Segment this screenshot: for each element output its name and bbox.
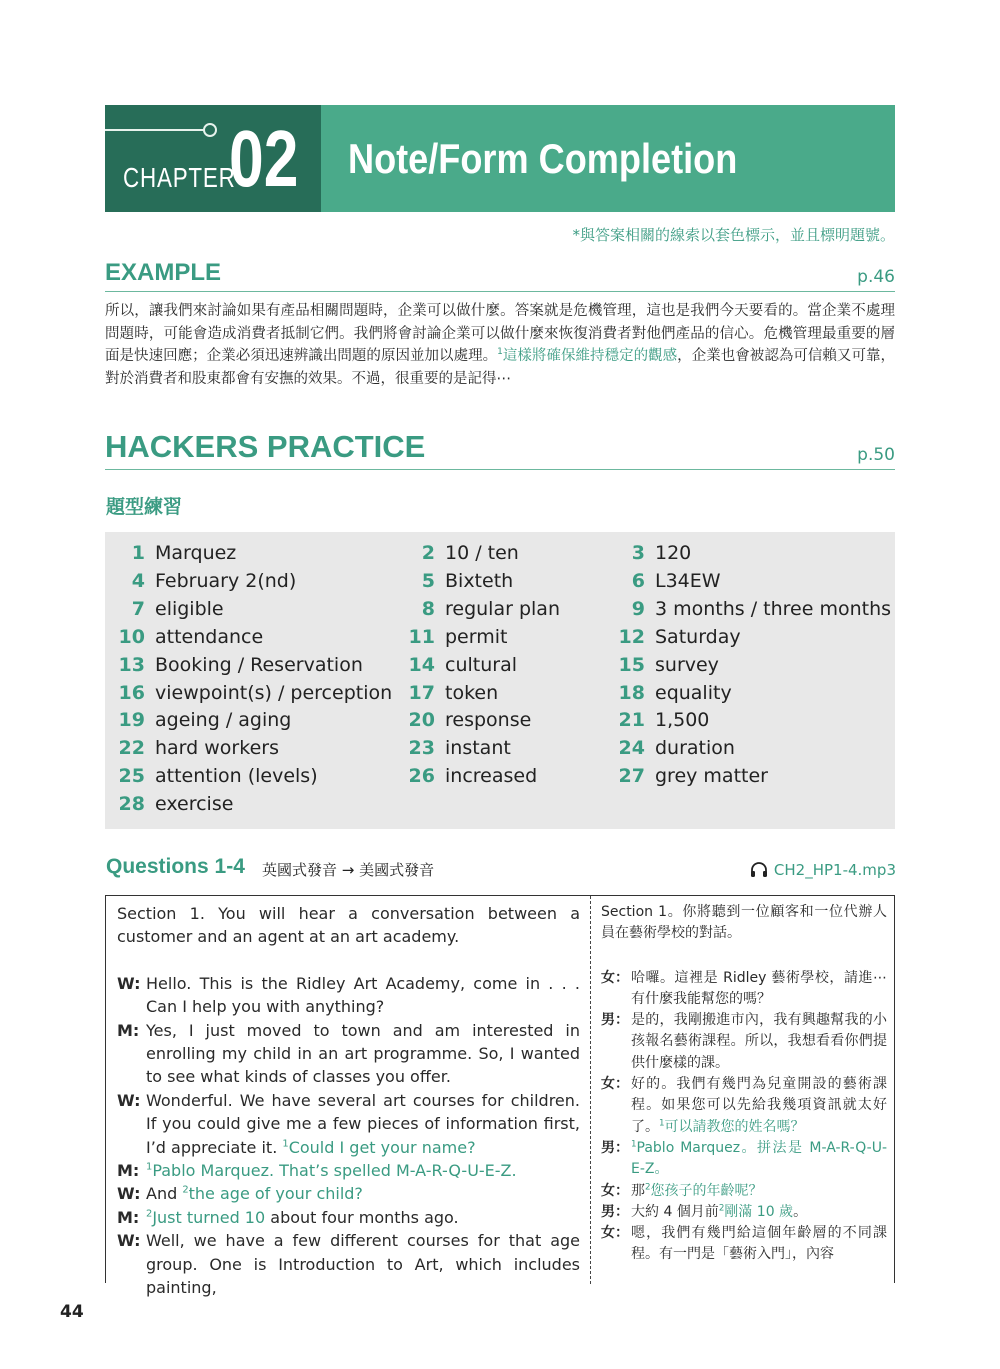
answer-text: regular plan [445, 597, 560, 620]
answer-item [105, 765, 318, 787]
chapter-label: CHAPTER [123, 162, 236, 193]
dialogue-text [146, 1089, 580, 1159]
dialogue-text [631, 1138, 887, 1181]
answer-text: permit [445, 625, 508, 648]
answer-item [605, 570, 721, 592]
answer-text: duration [655, 737, 735, 760]
plain-text: 是的，我剛搬進市內，我有興趣幫我的小孩報名藝術課程。所以，我想看看你們提供什麼樣的課。 [631, 1012, 887, 1071]
english-intro: Section 1. You will hear a conversation between a customer and an agent at an art academy. [117, 904, 580, 947]
clue-number: 1 [659, 1118, 665, 1129]
clue-number: 2 [146, 1208, 153, 1220]
answer-item [605, 765, 768, 787]
answer-text: Bixteth [445, 569, 514, 592]
example-heading: EXAMPLE [105, 259, 222, 286]
answer-text: Saturday [655, 625, 741, 648]
clue-text: Pablo Marquez。拼法是 M-A-R-Q-U-E-Z。 [631, 1139, 887, 1178]
answer-item [605, 598, 891, 620]
clue-text: 可以請教您的姓名嗎？ [664, 1118, 805, 1135]
practice-page-ref: p.50 [857, 445, 895, 465]
dialogue-text [631, 1223, 887, 1266]
answer-text: 120 [655, 542, 692, 564]
plain-text: 哈囉。這裡是 Ridley 藝術學校，請進⋯有什麼我能幫您的嗎？ [631, 969, 887, 1007]
headphones-icon [750, 862, 768, 878]
answer-item [105, 542, 236, 564]
clue-number: 1 [631, 1139, 637, 1150]
answer-number: 21 [618, 709, 645, 732]
english-transcript [117, 902, 580, 1300]
answer-item [605, 654, 719, 676]
answer-number: 16 [118, 681, 145, 704]
speaker-label: M: [117, 1207, 140, 1227]
answer-item [605, 682, 732, 704]
dialogue-text [146, 972, 580, 1019]
practice-heading: HACKERS PRACTICE [105, 429, 426, 464]
speaker-label: 女： [601, 1182, 629, 1199]
answer-number: 11 [408, 625, 435, 648]
clue-text: the age of your child? [188, 1184, 363, 1204]
answer-number: 13 [118, 653, 145, 676]
example-text-after: ，企業也會被認為可信賴又可靠，對於消費者和股東都會有安撫的效果。不過，很重要的是記得⋯ [105, 348, 896, 387]
answer-number: 25 [118, 765, 145, 788]
answer-item [105, 598, 224, 620]
plain-text: 嗯，我們有幾門給這個年齡層的不同課程。有一門是「藝術入門」，內容 [631, 1225, 887, 1263]
clue-text: Pablo Marquez. That’s spelled M-A-R-Q-U-E-Z. [152, 1161, 517, 1181]
audio-track [750, 861, 896, 879]
dialogue-text [146, 1159, 580, 1182]
dialogue-line [601, 1010, 887, 1074]
answer-number: 23 [408, 737, 435, 760]
answer-text: February 2(nd) [155, 569, 297, 592]
speaker-label: M: [117, 1020, 140, 1040]
speaker-label: W: [117, 1184, 141, 1204]
clue-text: 剛滿 10 歲 [724, 1203, 794, 1220]
answer-item [105, 626, 263, 648]
answer-item [105, 737, 279, 759]
answer-number: 1 [131, 542, 145, 564]
answer-number: 2 [421, 542, 435, 564]
answer-item [605, 737, 735, 759]
plain-text: about four months ago. [265, 1207, 459, 1227]
answer-number: 22 [118, 737, 145, 760]
clue-number: 1 [497, 347, 503, 358]
dialogue-text [631, 1010, 887, 1074]
chapter-banner [105, 105, 895, 212]
plain-text: 那 [631, 1182, 645, 1199]
answer-text: Marquez [155, 542, 237, 564]
answer-item [395, 737, 511, 759]
dialogue-text [146, 1206, 580, 1229]
plain-text: Hello. This is the Ridley Art Academy, come in . . . Can I help you with anything? [146, 973, 580, 1017]
answer-text: 3 months / three months [655, 597, 892, 620]
clue-number: 2 [718, 1203, 725, 1214]
answer-number: 28 [118, 793, 145, 816]
dialogue-text [631, 968, 887, 1011]
dialogue-text [631, 1074, 887, 1138]
answer-text: response [445, 709, 532, 732]
chapter-title: Note/Form Completion [348, 135, 738, 182]
chinese-intro: Section 1。你將聽到一位顧客和一位代辦人員在藝術學校的對話。 [601, 904, 887, 942]
answer-number: 17 [408, 681, 435, 704]
chinese-dialogue [601, 968, 887, 1266]
answer-number: 24 [618, 737, 645, 760]
speaker-label: W: [117, 973, 141, 993]
plain-text: 大約 4 個月前 [631, 1203, 719, 1220]
answer-item [395, 765, 537, 787]
clue-text: 這樣將確保維持穩定的觀感 [502, 348, 678, 364]
answer-number: 26 [408, 765, 435, 788]
example-paragraph [105, 300, 895, 390]
answer-item [605, 709, 709, 731]
speaker-label: 女： [601, 1225, 629, 1242]
answer-item [395, 542, 519, 564]
chapter-number: 02 [229, 114, 299, 203]
dialogue-text [146, 1229, 580, 1299]
dialogue-text [146, 1182, 580, 1205]
answer-text: L34EW [655, 569, 721, 592]
clue-note: *與答案相關的線索以套色標示，並且標明題號。 [572, 226, 895, 244]
dialogue-text [631, 1202, 887, 1223]
column-divider [590, 896, 591, 1284]
answer-item [105, 793, 233, 815]
speaker-label: W: [117, 1231, 141, 1251]
answer-number: 15 [618, 653, 645, 676]
clue-text: 您孩子的年齡呢？ [650, 1182, 763, 1199]
answer-text: grey matter [655, 765, 768, 788]
example-page-ref: p.46 [857, 267, 895, 287]
dialogue-line [601, 968, 887, 1011]
english-dialogue [117, 972, 580, 1300]
decorative-line [105, 129, 205, 131]
answer-item [395, 598, 560, 620]
clue-number: 2 [182, 1185, 189, 1197]
chinese-transcript [601, 902, 887, 1266]
dialogue-line [117, 1182, 580, 1205]
clue-number: 1 [146, 1161, 153, 1173]
answer-text: increased [445, 765, 538, 788]
practice-subheading: 題型練習 [106, 496, 183, 518]
audio-filename: CH2_HP1-4.mp3 [773, 861, 896, 879]
clue-text: Just turned 10 [152, 1207, 266, 1227]
answer-item [105, 654, 363, 676]
dialogue-line [117, 1206, 580, 1229]
dialogue-line [117, 1159, 580, 1182]
dialogue-line [117, 972, 580, 1019]
answer-text: attention (levels) [155, 765, 318, 788]
dialogue-line [117, 1089, 580, 1159]
answer-number: 10 [118, 625, 145, 648]
answer-number: 6 [631, 569, 645, 592]
answer-text: 10 / ten [445, 542, 519, 564]
answer-number: 3 [631, 542, 645, 564]
dialogue-line [601, 1074, 887, 1138]
dialogue-line [601, 1181, 887, 1202]
answer-number: 4 [131, 569, 145, 592]
answer-text: attendance [155, 625, 264, 648]
answer-key-box [105, 532, 895, 829]
dialogue-line [601, 1223, 887, 1266]
answer-number: 8 [421, 597, 435, 620]
practice-section-header [105, 428, 895, 470]
dialogue-line [117, 1229, 580, 1299]
answer-item [395, 709, 531, 731]
answer-text: viewpoint(s) / perception [155, 681, 393, 704]
dialogue-text [631, 1181, 887, 1202]
speaker-label: W: [117, 1090, 141, 1110]
answer-text: token [445, 681, 499, 704]
dialogue-line [601, 1202, 887, 1223]
answer-text: ageing / aging [155, 709, 292, 732]
plain-text: 好的。我們有幾門為兒童開設的藝術課程。如果您可以先給我幾項資訊就太好了。 [631, 1076, 887, 1135]
answer-item [605, 626, 741, 648]
answer-item [105, 682, 392, 704]
clue-number: 2 [645, 1181, 651, 1192]
speaker-label: 男： [601, 1139, 629, 1156]
plain-text: Well, we have a few different courses for that age group. One is Introduction to Art, which includes painting, [146, 1231, 580, 1298]
clue-number: 1 [282, 1138, 289, 1150]
example-clue [497, 348, 677, 364]
plain-text: Yes, I just moved to town and am interested in enrolling my child in an art programme. So, I wanted to see what kinds of classes you offer. [146, 1020, 580, 1087]
plain-text: Wonderful. We have several art courses for children. If you could give me a few pieces of information first, I’d appreciate it. [146, 1090, 580, 1157]
answer-item [105, 709, 291, 731]
answer-text: instant [445, 737, 511, 760]
answer-text: Booking / Reservation [155, 653, 363, 676]
example-text-before: 所以，讓我們來討論如果有產品相關問題時，企業可以做什麼。答案就是危機管理，這也是我們今天要看的。當企業不處理問題時，可能會造成消費者抵制它們。我們將會討論企業可以做什麼來恢復消費者對他們產品的信心。危機管理最重要的層面是快速回應；企業必須迅速辨識出問題的原因並加以處理。 [105, 303, 895, 364]
page-number: 44 [60, 1302, 84, 1322]
answer-number: 12 [618, 625, 645, 648]
answer-number: 9 [631, 597, 645, 620]
speaker-label: 男： [601, 1012, 629, 1029]
answer-item [395, 654, 517, 676]
decorative-circle-icon [203, 123, 217, 137]
accent-note: 英國式發音 → 美國式發音 [262, 861, 435, 879]
answer-text: exercise [155, 793, 234, 816]
answer-text: cultural [445, 653, 517, 676]
answer-item [105, 570, 296, 592]
speaker-label: 女： [601, 1076, 629, 1093]
plain-text: And [146, 1184, 183, 1204]
answer-text: survey [655, 653, 719, 676]
answer-number: 19 [118, 709, 145, 732]
dialogue-text [146, 1019, 580, 1089]
plain-text: 。 [793, 1203, 808, 1220]
example-section-header [105, 258, 895, 292]
answer-text: equality [655, 681, 732, 704]
answer-text: hard workers [155, 737, 279, 760]
answer-text: 1,500 [655, 709, 710, 732]
answer-item [395, 626, 507, 648]
clue-text: Could I get your name? [288, 1137, 476, 1157]
speaker-label: 男： [601, 1203, 629, 1220]
chapter-badge [105, 105, 321, 212]
speaker-label: 女： [601, 969, 629, 986]
questions-header [106, 855, 896, 885]
questions-title: Questions 1-4 [106, 855, 245, 878]
transcript-box [105, 895, 895, 1298]
dialogue-line [601, 1138, 887, 1181]
answer-number: 14 [408, 653, 435, 676]
answer-item [395, 682, 498, 704]
answer-item [395, 570, 513, 592]
answer-item [605, 542, 691, 564]
speaker-label: M: [117, 1161, 140, 1181]
answer-number: 27 [618, 765, 645, 788]
answer-number: 18 [618, 681, 645, 704]
answer-number: 7 [131, 597, 145, 620]
answer-text: eligible [155, 597, 224, 620]
answer-number: 5 [421, 569, 435, 592]
dialogue-line [117, 1019, 580, 1089]
answer-number: 20 [408, 709, 435, 732]
